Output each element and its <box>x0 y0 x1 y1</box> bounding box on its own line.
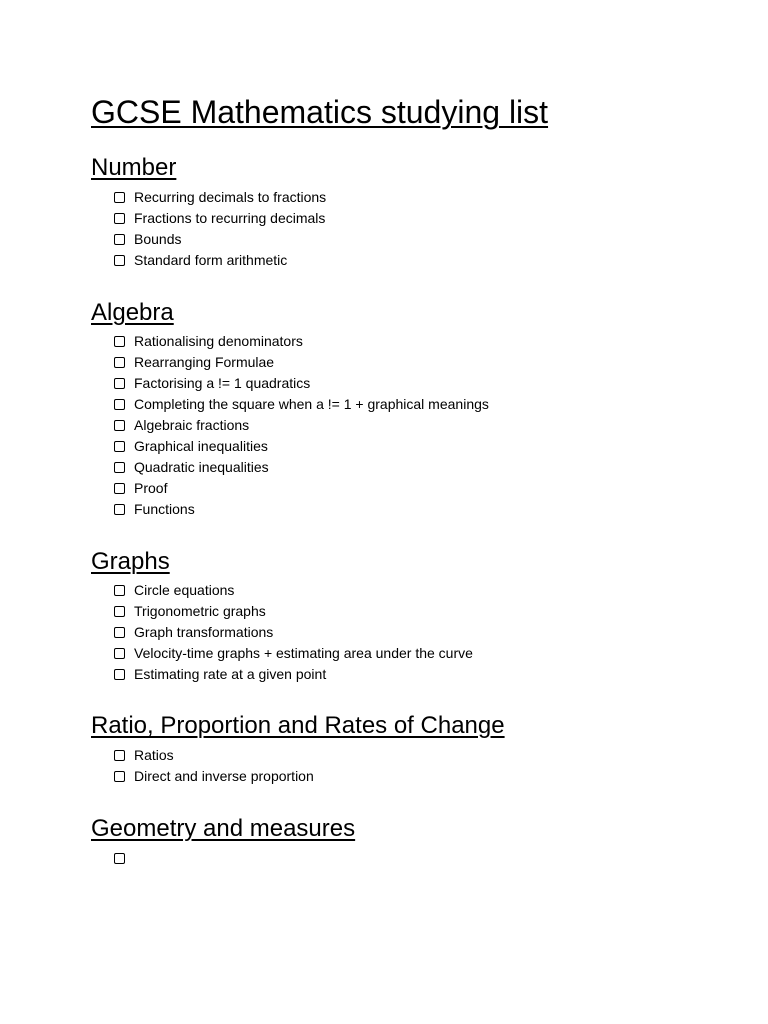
checklist-item-label: Functions <box>134 501 195 517</box>
checkbox[interactable] <box>114 585 125 596</box>
checklist-item-label: Circle equations <box>134 582 235 598</box>
checkbox[interactable] <box>114 483 125 494</box>
checkbox[interactable] <box>114 336 125 347</box>
checklist-item <box>91 745 768 766</box>
checklist-item-label: Velocity-time graphs + estimating area under the curve <box>134 645 473 661</box>
checklist-item <box>91 331 768 352</box>
checkbox[interactable] <box>114 669 125 680</box>
checklist <box>91 580 768 685</box>
checklist <box>91 848 768 869</box>
checklist-item-label: Standard form arithmetic <box>134 252 288 268</box>
checkbox[interactable] <box>114 853 125 864</box>
section-geometry-measures <box>91 813 768 869</box>
checklist-item-label: Quadratic inequalities <box>134 459 269 475</box>
checkbox[interactable] <box>114 462 125 473</box>
checklist-item <box>91 352 768 373</box>
checklist-item-label: Bounds <box>134 231 182 247</box>
section-number <box>91 152 768 271</box>
section-algebra <box>91 297 768 520</box>
checklist-item <box>91 580 768 601</box>
checklist-item <box>91 415 768 436</box>
checkbox[interactable] <box>114 420 125 431</box>
checklist-item-label: Rationalising denominators <box>134 333 303 349</box>
checklist-item <box>91 250 768 271</box>
checkbox[interactable] <box>114 234 125 245</box>
section-graphs <box>91 546 768 685</box>
checkbox[interactable] <box>114 750 125 761</box>
checkbox[interactable] <box>114 504 125 515</box>
checklist-item-label: Trigonometric graphs <box>134 603 266 619</box>
checklist-item-label: Fractions to recurring decimals <box>134 210 326 226</box>
checklist-item <box>91 848 768 869</box>
checklist-item <box>91 478 768 499</box>
checkbox[interactable] <box>114 378 125 389</box>
section-ratio-proportion <box>91 710 768 787</box>
checklist <box>91 331 768 520</box>
checklist-item <box>91 766 768 787</box>
checkbox[interactable] <box>114 399 125 410</box>
checklist-item <box>91 187 768 208</box>
checklist-item-label: Rearranging Formulae <box>134 354 275 370</box>
checklist-item <box>91 664 768 685</box>
checkbox[interactable] <box>114 192 125 203</box>
checkbox[interactable] <box>114 357 125 368</box>
checklist-item <box>91 643 768 664</box>
section-heading: Geometry and measures <box>91 815 356 842</box>
checklist-item-label: Completing the square when a != 1 + graphical meanings <box>134 396 489 412</box>
checklist-item <box>91 373 768 394</box>
checkbox[interactable] <box>114 441 125 452</box>
checklist <box>91 745 768 787</box>
checklist-item-label: Recurring decimals to fractions <box>134 189 327 205</box>
checklist-item-label: Graphical inequalities <box>134 438 268 454</box>
checklist-item <box>91 499 768 520</box>
checklist-item-label: Estimating rate at a given point <box>134 666 327 682</box>
checkbox[interactable] <box>114 648 125 659</box>
checklist-item <box>91 436 768 457</box>
checklist-item-label: Factorising a != 1 quadratics <box>134 375 311 391</box>
checklist-item <box>91 394 768 415</box>
checklist-item <box>91 208 768 229</box>
checklist <box>91 187 768 271</box>
checklist-item-label: Graph transformations <box>134 624 274 640</box>
checklist-item-label: Ratios <box>134 747 174 763</box>
checklist-item <box>91 601 768 622</box>
checklist-item <box>91 457 768 478</box>
document-title: GCSE Mathematics studying list <box>91 94 549 130</box>
section-heading: Graphs <box>91 548 170 575</box>
checkbox[interactable] <box>114 606 125 617</box>
checklist-item <box>91 622 768 643</box>
checkbox[interactable] <box>114 627 125 638</box>
checklist-item-label: Proof <box>134 480 168 496</box>
checkbox[interactable] <box>114 771 125 782</box>
section-heading: Algebra <box>91 299 174 326</box>
checkbox[interactable] <box>114 255 125 266</box>
section-heading: Ratio, Proportion and Rates of Change <box>91 712 505 739</box>
section-heading: Number <box>91 154 177 181</box>
checkbox[interactable] <box>114 213 125 224</box>
checklist-item-label: Direct and inverse proportion <box>134 768 314 784</box>
checklist-item-label: Algebraic fractions <box>134 417 250 433</box>
checklist-item <box>91 229 768 250</box>
